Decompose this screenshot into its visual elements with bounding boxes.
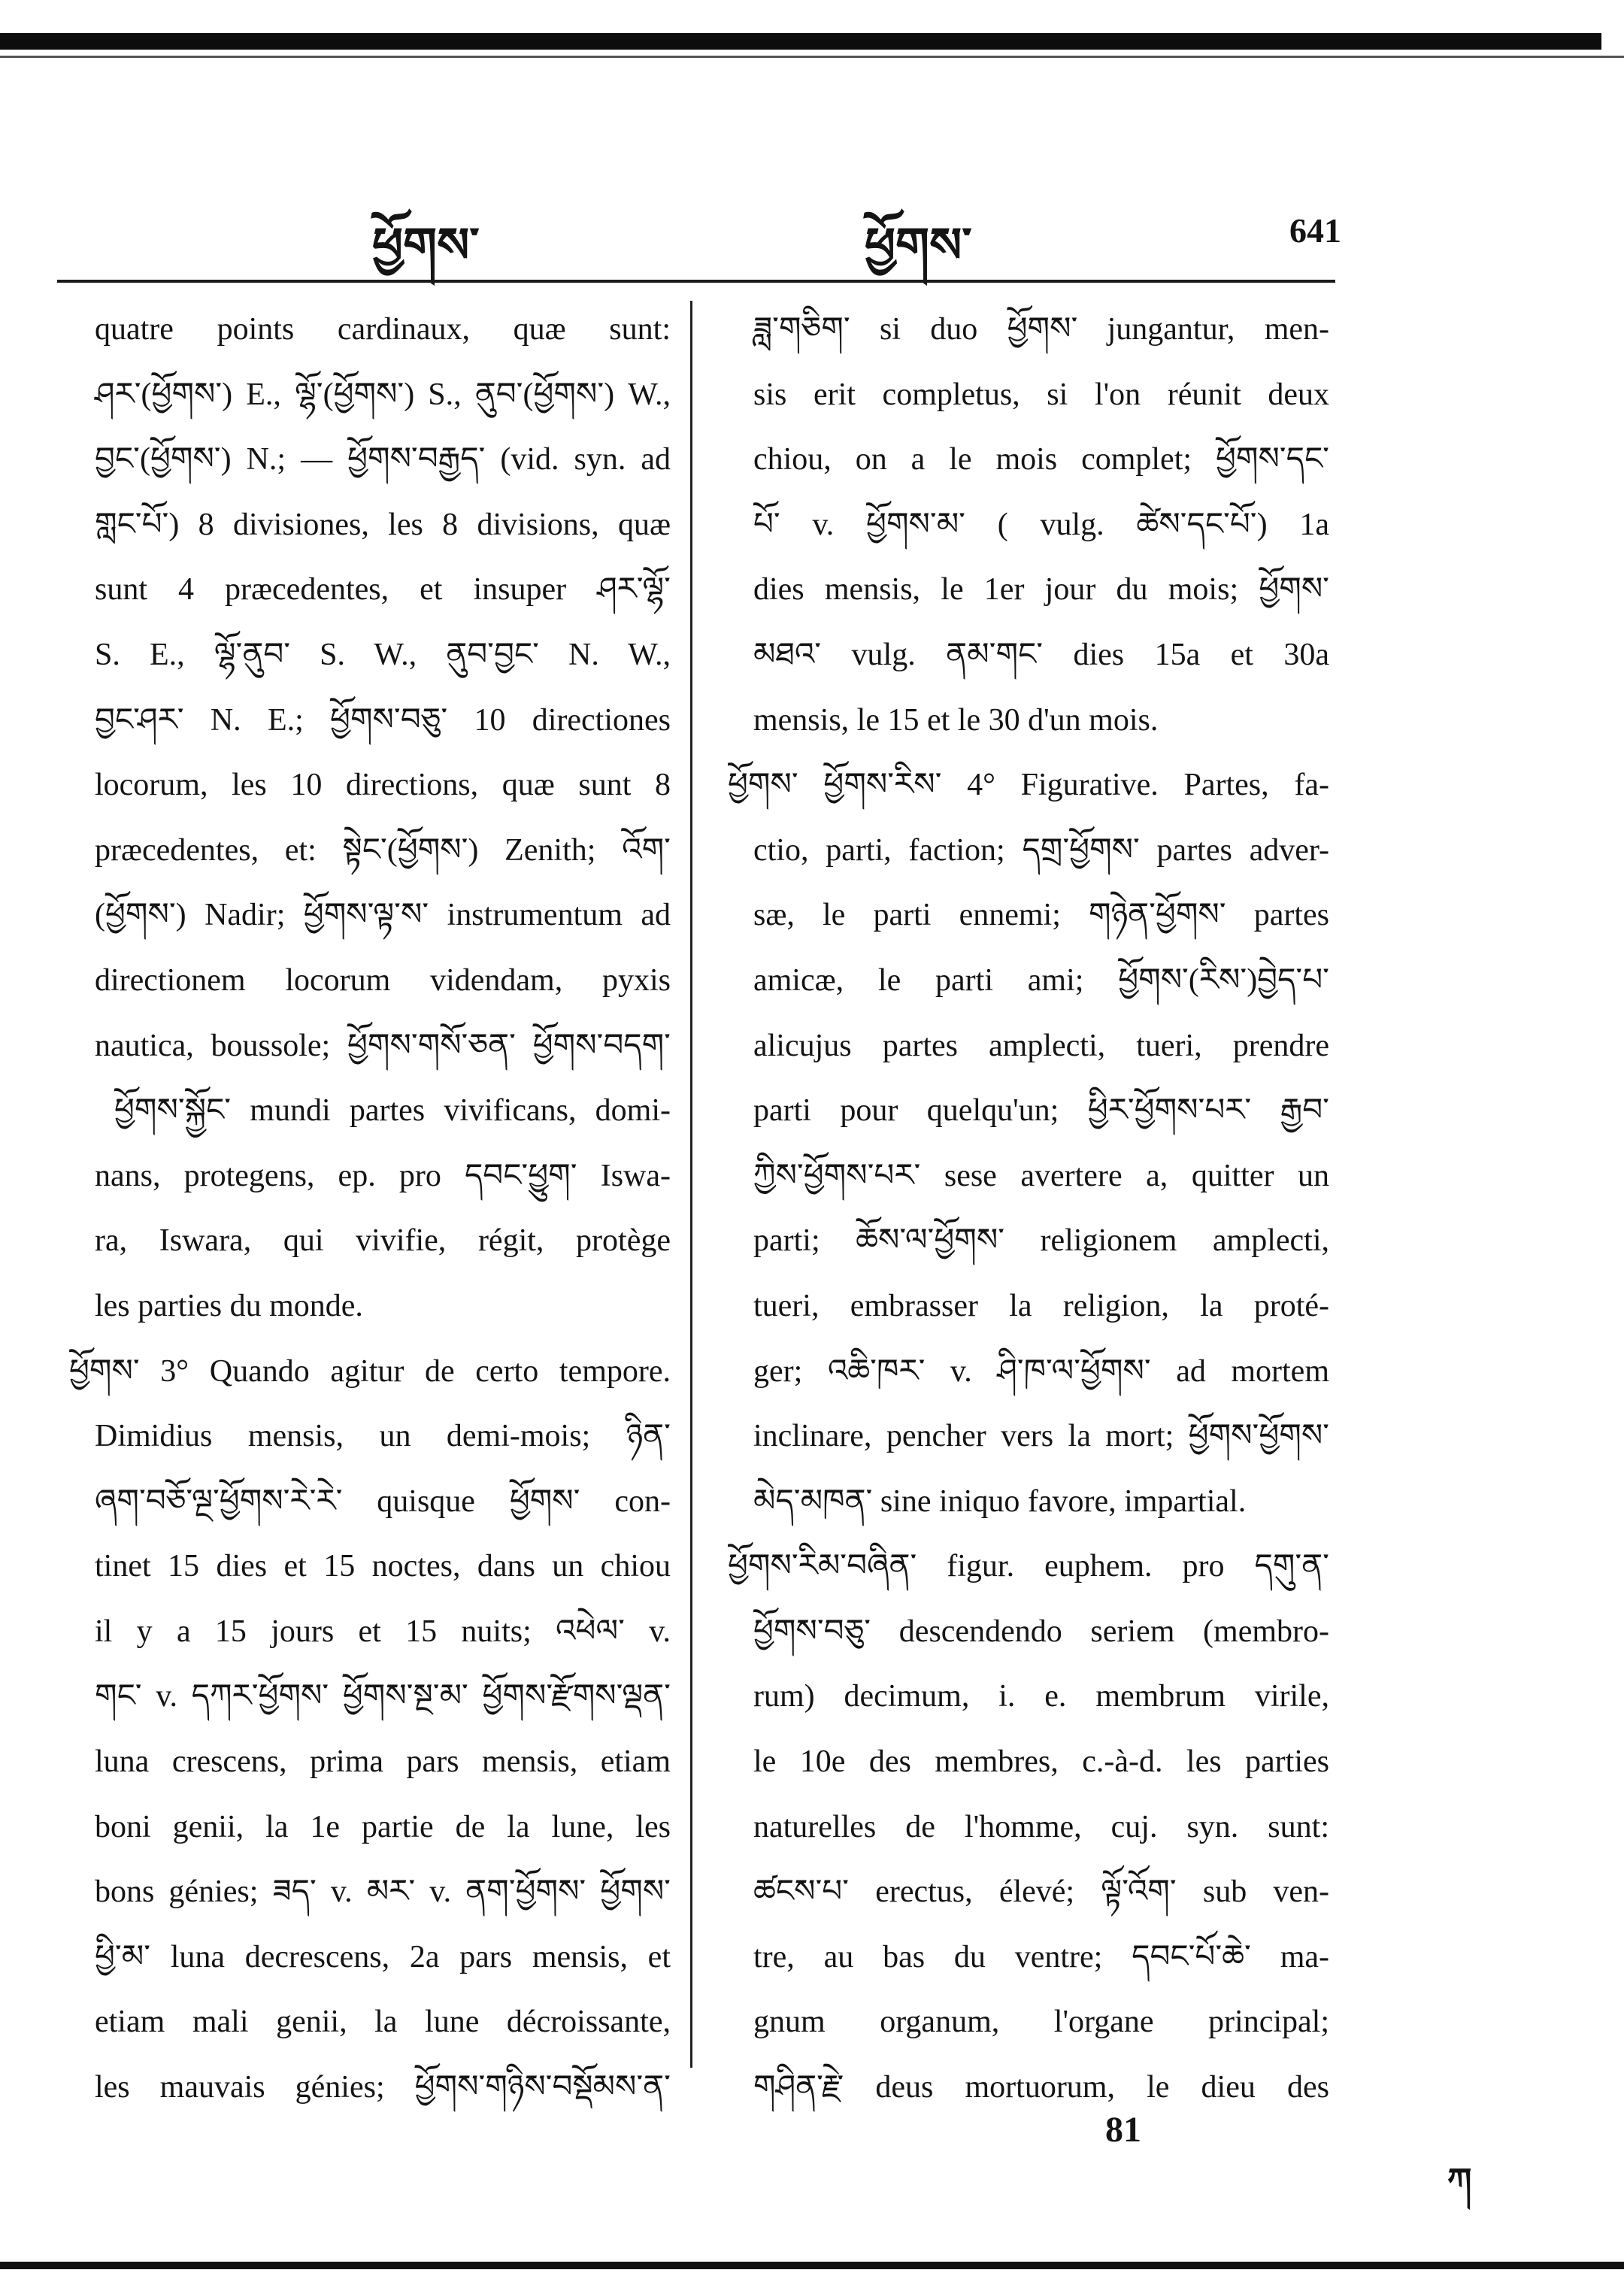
text-line: bons génies; ཟད་ v. མར་ v. ནག་ཕྱོགས་ ཕྱོགས་ (95, 1874, 671, 1910)
text-line: ཀྱིས་ཕྱོགས་པར་ sese avertere a, quitter un (753, 1158, 1329, 1193)
text-line: nautica, boussole; ཕྱོགས་གསོ་ཅན་ ཕྱོགས་བདག་ (95, 1028, 671, 1063)
text-line: naturelles de l'homme, cuj. syn. sunt: (753, 1809, 1329, 1844)
text-line: ཕྱོགས་བཅུ་ descendendo seriem (membro- (753, 1614, 1329, 1649)
text-line: ཞག་བཅོ་ལྔ་ཕྱོགས་རེ་རེ་ quisque ཕྱོགས་ con- (95, 1483, 671, 1519)
text-line: le 10e des membres, c.-à-d. les parties (753, 1744, 1329, 1780)
text-line: sis erit completus, si l'on réunit deux (753, 377, 1329, 412)
text-line: བྱང་(ཕྱོགས་) N.; — ཕྱོགས་བརྒྱད་ (vid. syn. ad (95, 442, 671, 477)
signature-mark: 81 (1105, 2110, 1141, 2150)
text-line: locorum, les 10 directions, quæ sunt 8 (95, 768, 671, 803)
top-border-rule (0, 33, 1601, 50)
right-column (728, 297, 1329, 2120)
text-line: ཕྱོགས་རིམ་བཞིན་ figur. euphem. pro དགུ་ན་ (728, 1549, 1329, 1584)
text-line: nans, protegens, ep. pro དབང་ཕྱུག་ Iswa- (95, 1158, 671, 1193)
text-line: tre, au bas du ventre; དབང་པོ་ཆེ་ ma- (753, 1939, 1329, 1974)
text-line: མཐའ་ vulg. ནམ་གང་ dies 15a et 30a (753, 637, 1329, 672)
text-line: གླང་པོ་) 8 divisiones, les 8 divisions, quæ (95, 507, 671, 542)
page-number: 641 (1289, 211, 1341, 250)
text-line: tinet 15 dies et 15 noctes, dans un chiou (95, 1549, 671, 1584)
text-line: etiam mali genii, la lune décroissante, (95, 2005, 671, 2040)
header-rule (57, 280, 1335, 283)
text-line: les parties du monde. (95, 1288, 363, 1323)
text-line: præcedentes, et: སྟེང་(ཕྱོགས་) Zenith; འོག་ (95, 832, 671, 868)
text-line: alicujus partes amplecti, tueri, prendre (753, 1028, 1329, 1063)
text-line: sunt 4 præcedentes, et insuper ཤར་ལྷོ་ (95, 572, 671, 608)
text-line: dies mensis, le 1er jour du mois; ཕྱོགས་ (753, 572, 1329, 608)
text-line: S. E., ལྷོ་ནུབ་ S. W., ནུབ་བྱང་ N. W., (95, 637, 671, 672)
text-line: boni genii, la 1e partie de la lune, les (95, 1809, 671, 1844)
text-line: les mauvais génies; ཕྱོགས་གཉིས་བསྡོམས་ན་ (95, 2070, 671, 2105)
top-border-thin-rule (0, 56, 1624, 58)
text-line: mensis, le 15 et le 30 d'un mois. (753, 702, 1159, 738)
text-line: amicæ, le parti ami; ཕྱོགས་(རིས་)བྱེད་པ་ (753, 962, 1329, 998)
text-line: ཕྱི་མ་ luna decrescens, 2a pars mensis, et (95, 1939, 671, 1974)
text-line: luna crescens, prima pars mensis, etiam (95, 1744, 671, 1780)
text-line: rum) decimum, i. e. membrum virile, (753, 1679, 1329, 1714)
text-line: བྱང་ཤར་ N. E.; ཕྱོགས་བཅུ་ 10 directiones (95, 702, 671, 738)
text-line: ཚངས་པ་ erectus, élevé; ལྟོ་འོག་ sub ven- (753, 1874, 1329, 1910)
bottom-border-rule (0, 2262, 1624, 2269)
text-line: ཕྱོགས་ 3° Quando agitur de certo tempore. (69, 1353, 671, 1389)
text-line: གཤིན་རྗེ་ deus mortuorum, le dieu des (753, 2070, 1329, 2105)
text-line: གང་ v. དཀར་ཕྱོགས་ ཕྱོགས་སྔ་མ་ ཕྱོགས་རྫོགས་ལྡན་ (95, 1679, 671, 1714)
text-line: sæ, le parti ennemi; གཉེན་ཕྱོགས་ partes (753, 898, 1329, 933)
text-line: quatre points cardinaux, quæ sunt: (95, 312, 671, 347)
text-line: chiou, on a le mois complet; ཕྱོགས་དང་ (753, 442, 1329, 477)
text-line: ger; འཆི་ཁར་ v. ཤི་ཁ་ལ་ཕྱོགས་ ad mortem (753, 1353, 1329, 1389)
text-line: directionem locorum videndam, pyxis (95, 962, 671, 998)
running-head-left: ཕྱོགས་ (372, 218, 480, 274)
text-line: ctio, parti, faction; དགྲ་ཕྱོགས་ partes adver- (753, 832, 1329, 868)
text-line: པོ་ v. ཕྱོགས་མ་ ( vulg. ཚེས་དང་པོ་) 1a (753, 507, 1329, 542)
text-line: ཕྱོགས་ ཕྱོགས་རིས་ 4° Figurative. Partes, fa- (728, 768, 1329, 803)
running-head-right: ཕྱོགས་ (865, 218, 972, 274)
text-line: Dimidius mensis, un demi-mois; ཉིན་ (95, 1419, 671, 1454)
text-line: (ཕྱོགས་) Nadir; ཕྱོགས་ལྟ་ས་ instrumentum ad (95, 898, 671, 933)
text-line: tueri, embrasser la religion, la proté- (753, 1288, 1329, 1323)
text-line: il y a 15 jours et 15 nuits; འཕེལ་ v. (95, 1614, 671, 1649)
text-line: inclinare, pencher vers la mort; ཕྱོགས་ཕྱོགས་ (753, 1419, 1329, 1454)
text-line: མེད་མཁན་ sine iniquo favore, impartial. (753, 1483, 1247, 1519)
left-column (69, 297, 671, 2120)
text-line: gnum organum, l'organe principal; (753, 2005, 1329, 2040)
text-line: ཤར་(ཕྱོགས་) E., ལྷོ་(ཕྱོགས་) S., ནུབ་(ཕྱོགས་) W., (95, 377, 671, 412)
text-line: parti; ཆོས་ལ་ཕྱོགས་ religionem amplecti, (753, 1223, 1329, 1259)
text-line: ཕྱོགས་སྐྱོང་ mundi partes vivificans, domi- (114, 1093, 671, 1129)
text-line: ra, Iswara, qui vivifie, régit, protège (95, 1223, 671, 1259)
text-line: ཟླ་གཅིག་ si duo ཕྱོགས་ jungantur, men- (753, 312, 1329, 347)
column-divider (690, 301, 692, 2068)
text-line: parti pour quelqu'un; ཕྱིར་ཕྱོགས་པར་ རྒྱབ་ (753, 1093, 1329, 1129)
corner-mark: ཀ (1447, 2160, 1472, 2201)
